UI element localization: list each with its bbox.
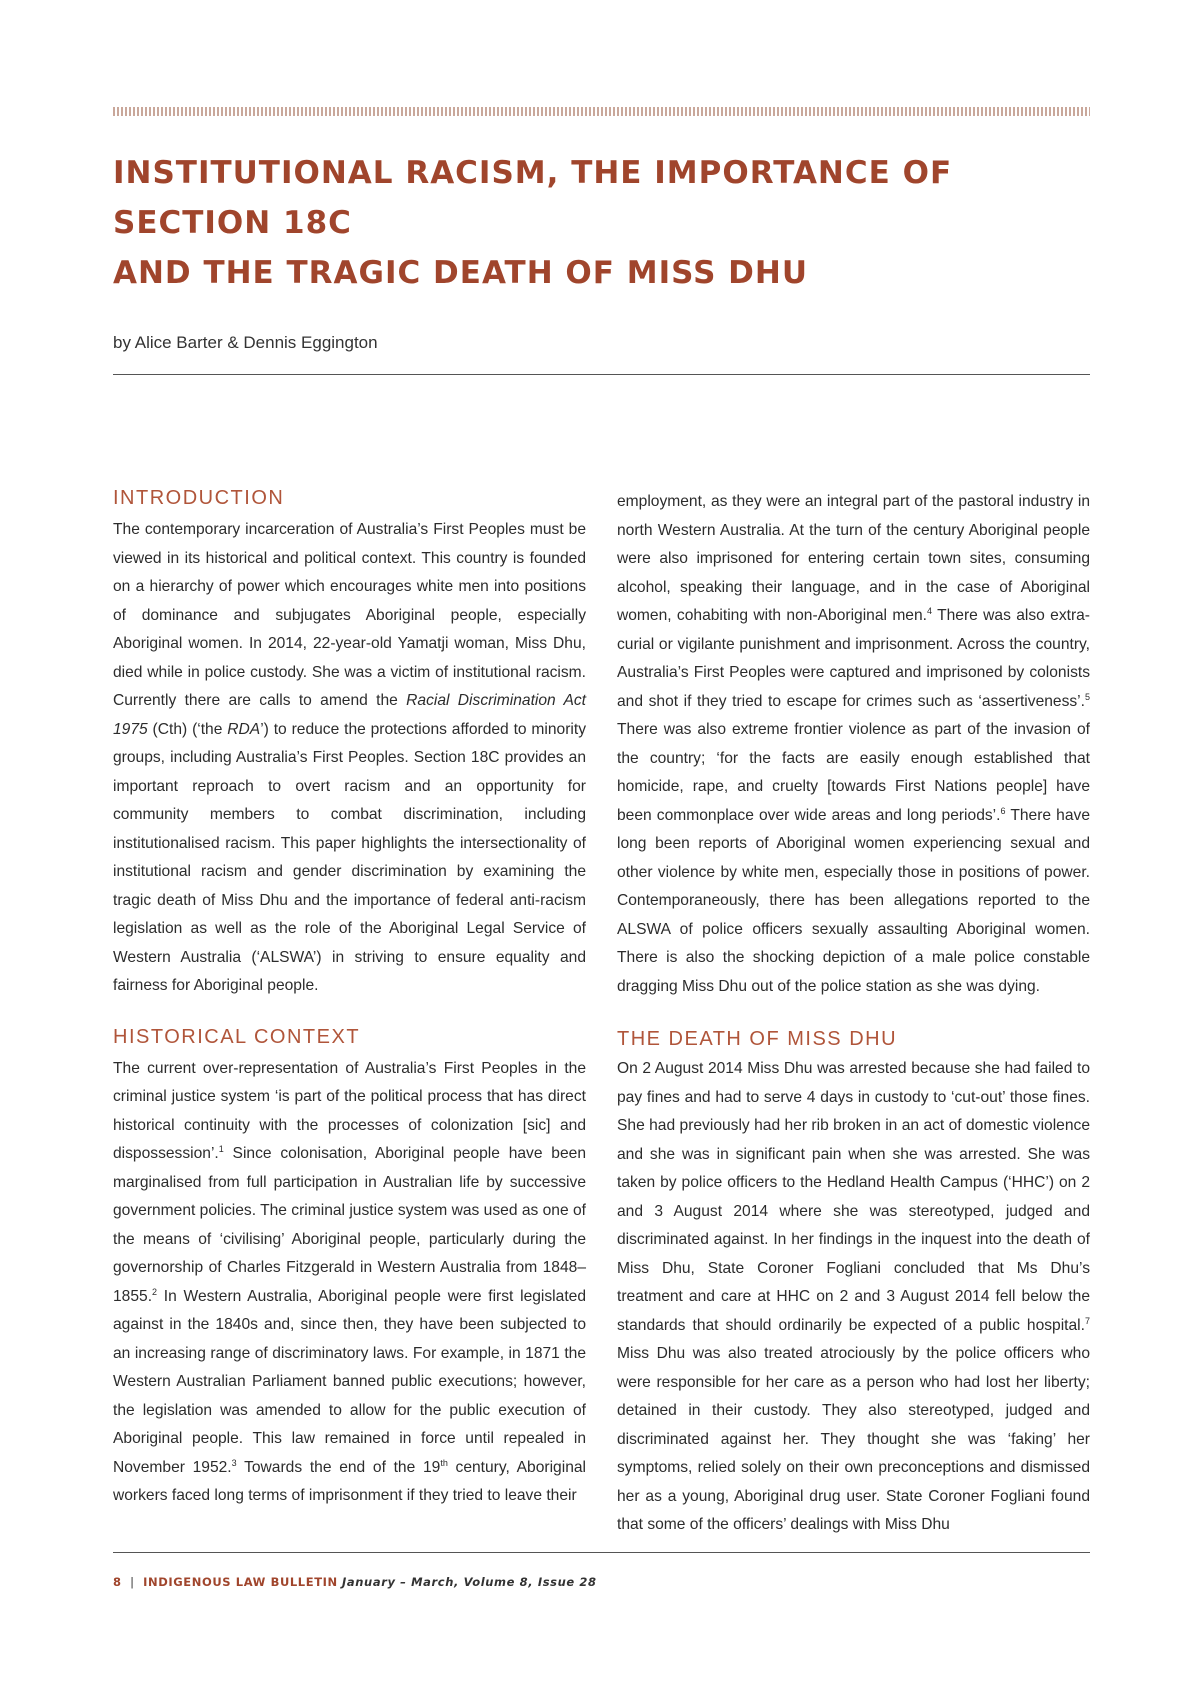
article-title: [113, 148, 1093, 298]
issue-info: January – March, Volume 8, Issue 28: [342, 1575, 597, 1589]
footnote-ref: 7: [1084, 1315, 1090, 1326]
paragraph-historical-context-continued: employment, as they were an integral part of the pastoral industry in north Western Australia. At the turn of the century Aboriginal people were also imprisoned for entering certain town sites, consuming alcohol, speaking their language, and in the case of Aboriginal women, cohabiting with non-Aboriginal men.$^4$ There was also extra-curial or vigilante punishment and imprisonment. Across the country, Australia’s First Peoples were captured and imprisoned by colonists and shot if they tried to escape for crimes such as ‘assertiveness’.$^5$ There was also extreme frontier violence as part of the invasion of the country; ‘for the facts are easily enough established that homicide, rape, and cruelty [towards First Nations people] have been commonplace over wide areas and long periods’.$^6$ There have long been reports of Aboriginal women experiencing sexual and other violence by white men, especially those in positions of power. Contemporaneously, there has been allegations reported to the ALSWA of police officers sexually assaulting Aboriginal women. There is also the shocking depiction of a male police constable dragging Miss Dhu out of the police station as she was dying.: [617, 493, 1091, 995]
byline: by Alice Barter & Dennis Eggington: [113, 333, 378, 352]
footnote-ref: 2: [152, 1286, 158, 1297]
divider-top: [113, 374, 1090, 375]
page-number: 8: [113, 1575, 122, 1589]
heading-historical-context: HISTORICAL CONTEXT: [113, 1025, 361, 1048]
article-title-line-1: INSTITUTIONAL RACISM, THE IMPORTANCE OF SECTION 18C: [113, 155, 953, 241]
footnote-ref: 3: [231, 1457, 237, 1468]
publication-name: INDIGENOUS LAW BULLETIN: [143, 1575, 338, 1589]
heading-death-of-miss-dhu: THE DEATH OF MISS DHU: [617, 1028, 898, 1050]
divider-bottom: [113, 1552, 1090, 1553]
paragraph-introduction: The contemporary incarceration of Australia’s First Peoples must be viewed in its historical and political context. This country is founded on a hierarchy of power which encourages white men into positions of dominance and subjugates Aboriginal people, especially Aboriginal women. In 2014, 22-year-old Yamatji woman, Miss Dhu, died while in police custody. She was a victim of institutional racism. Currently there are calls to amend the Racial Discrimination Act 1975 (Cth) (‘the RDA’) to reduce the protections afforded to minority groups, including Australia’s First Peoples. Section 18C provides an important reproach to overt racism and an opportunity for community members to combat discrimination, including institutionalised racism. This paper highlights the intersectionality of institutional racism and gender discrimination by examining the tragic death of Miss Dhu and the importance of federal anti-racism legislation as well as the role of the Aboriginal Legal Service of Western Australia (‘ALSWA’) in striving to ensure equality and fairness for Aboriginal people.: [113, 521, 587, 994]
paragraph-death-of-miss-dhu: On 2 August 2014 Miss Dhu was arrested because she had failed to pay fines and had to serve 4 days in custody to ‘cut-out’ those fines. She had previously had her rib broken in an act of domestic violence and she was in significant pain when she was arrested. She was taken by police officers to the Hedland Health Campus (‘HHC’) on 2 and 3 August 2014 where she was stereotyped, judged and discriminated against. In her findings in the inquest into the death of Miss Dhu, State Coroner Fogliani concluded that Ms Dhu’s treatment and care at HHC on 2 and 3 August 2014 fell below the standards that should ordinarily be expected of a public hospital.$^7$ Miss Dhu was also treated atrociously by the police officers who were responsible for her care as a person who had lost her liberty; detained in their custody. They also stereotyped, judged and discriminated against her. They thought she was ‘faking’ her symptoms, relied solely on their own preconceptions and dismissed her as a young, Aboriginal drug user. State Coroner Fogliani found that some of the officers’ dealings with Miss Dhu: [617, 1060, 1090, 1533]
footnote-ref: 5: [1084, 691, 1090, 702]
column-left: [113, 484, 586, 1511]
footnote-ref: 1: [218, 1143, 224, 1154]
decorative-dotted-rule: [113, 107, 1090, 116]
footer-separator: |: [130, 1575, 135, 1589]
column-right: [617, 488, 1090, 1540]
footnote-ref: 4: [927, 605, 933, 616]
article-title-line-2: AND THE TRAGIC DEATH OF MISS DHU: [113, 255, 809, 291]
heading-introduction: INTRODUCTION: [113, 487, 285, 509]
paragraph-historical-context: The current over-representation of Australia’s First Peoples in the criminal justice system ‘is part of the political process that has direct historical continuity with the processes of colonization [sic] and dispossession’.$^1$ Since colonisation, Aboriginal people have been marginalised from full participation in Australian life by successive government policies. The criminal justice system was used as one of the means of ‘civilising’ Aboriginal people, particularly during the governorship of Charles Fitzgerald in Western Australia from 1848–1855.$^2$ In Western Australia, Aboriginal people were first legislated against in the 1840s and, since then, they have been subjected to an increasing range of discriminatory laws. For example, in 1871 the Western Australian Parliament banned public executions; however, the legislation was amended to allow for the public execution of Aboriginal people. This law remained in force until repealed in November 1952.$^3$ Towards the end of the 19th century, Aboriginal workers faced long terms of imprisonment if they tried to leave their: [113, 1059, 587, 1504]
footnote-ref: 6: [1000, 805, 1006, 816]
page-footer: [113, 1575, 597, 1589]
